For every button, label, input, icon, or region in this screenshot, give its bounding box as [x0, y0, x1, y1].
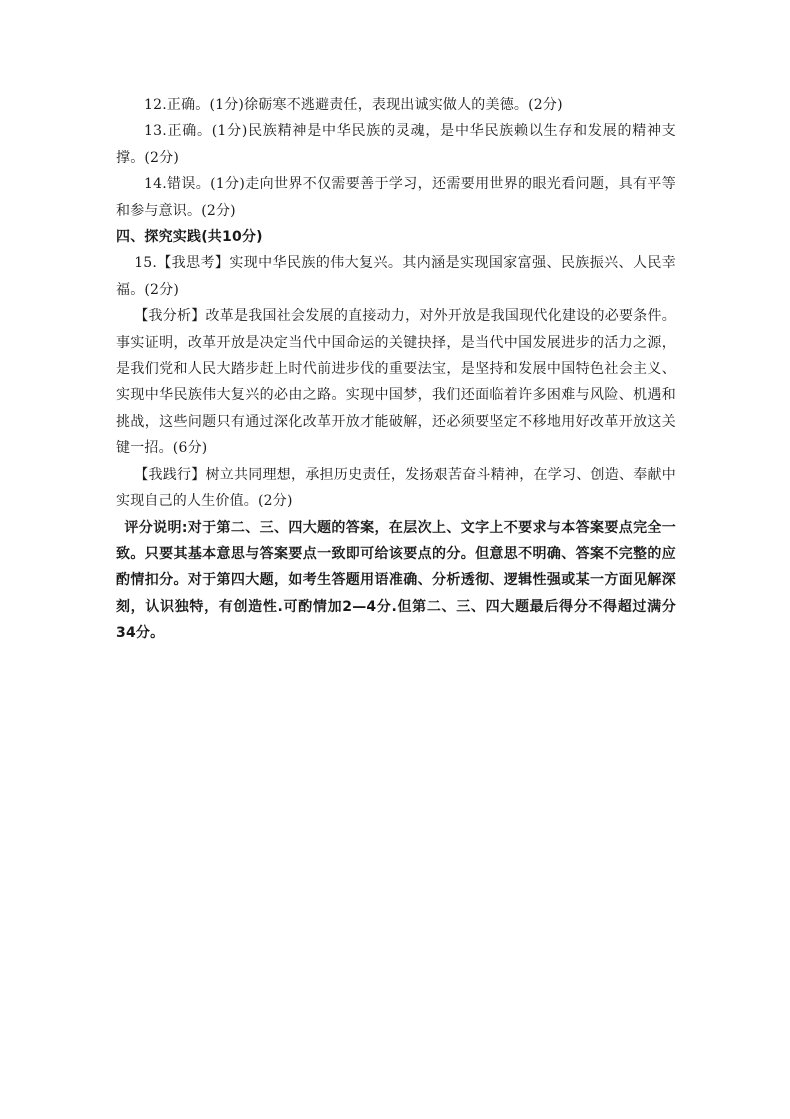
answer-item-13: 13.正确。(1分)民族精神是中华民族的灵魂，是中华民族赖以生存和发展的精神支撑。(2分) [116, 123, 676, 166]
answer-sheet [116, 92, 676, 647]
answer-item-14: 14.错误。(1分)走向世界不仅需要善于学习，还需要用世界的眼光看问题，具有平等和参与意识。(2分) [116, 176, 676, 219]
scoring-note: 评分说明:对于第二、三、四大题的答案，在层次上、文字上不要求与本答案要点完全一致。只要其基本意思与答案要点一致即可给该要点的分。但意思不明确、答案不完整的应酌情扣分。对于第四大题，如考生答题用语准确、分析透彻、逻辑性强或某一方面见解深刻，认识独特，有创造性.可酌情加2—4分.但第二、三、四大题最后得分不得超过满分34分。 [116, 519, 676, 642]
answer-item-12: 12.正确。(1分)徐砺寒不逃避责任，表现出诚实做人的美德。(2分) [144, 97, 563, 113]
section-heading: 四、探究实践(共10分) [116, 229, 263, 246]
answer-item-15-practice: 【我践行】树立共同理想，承担历史责任，发扬艰苦奋斗精神，在学习、创造、奉献中实现自己的人生价值。(2分) [116, 466, 676, 510]
answer-item-15-think: 15.【我思考】实现中华民族的伟大复兴。其内涵是实现国家富强、民族振兴、人民幸福。(2分) [116, 255, 676, 298]
answer-item-15-analyze: 【我分析】改革是我国社会发展的直接动力，对外开放是我国现代化建设的必要条件。事实证明，改革开放是决定当代中国命运的关键抉择，是当代中国发展进步的活力之源，是我们党和人民大踏步赶上时代前进步伐的重要法宝，是坚持和发展中国特色社会主义、实现中华民族伟大复兴的必由之路。实现中国梦，我们还面临着许多困难与风险、机遇和挑战，这些问题只有通过深化改革开放才能破解，还必须要坚定不移地用好改革开放这关键一招。(6分) [116, 308, 676, 457]
